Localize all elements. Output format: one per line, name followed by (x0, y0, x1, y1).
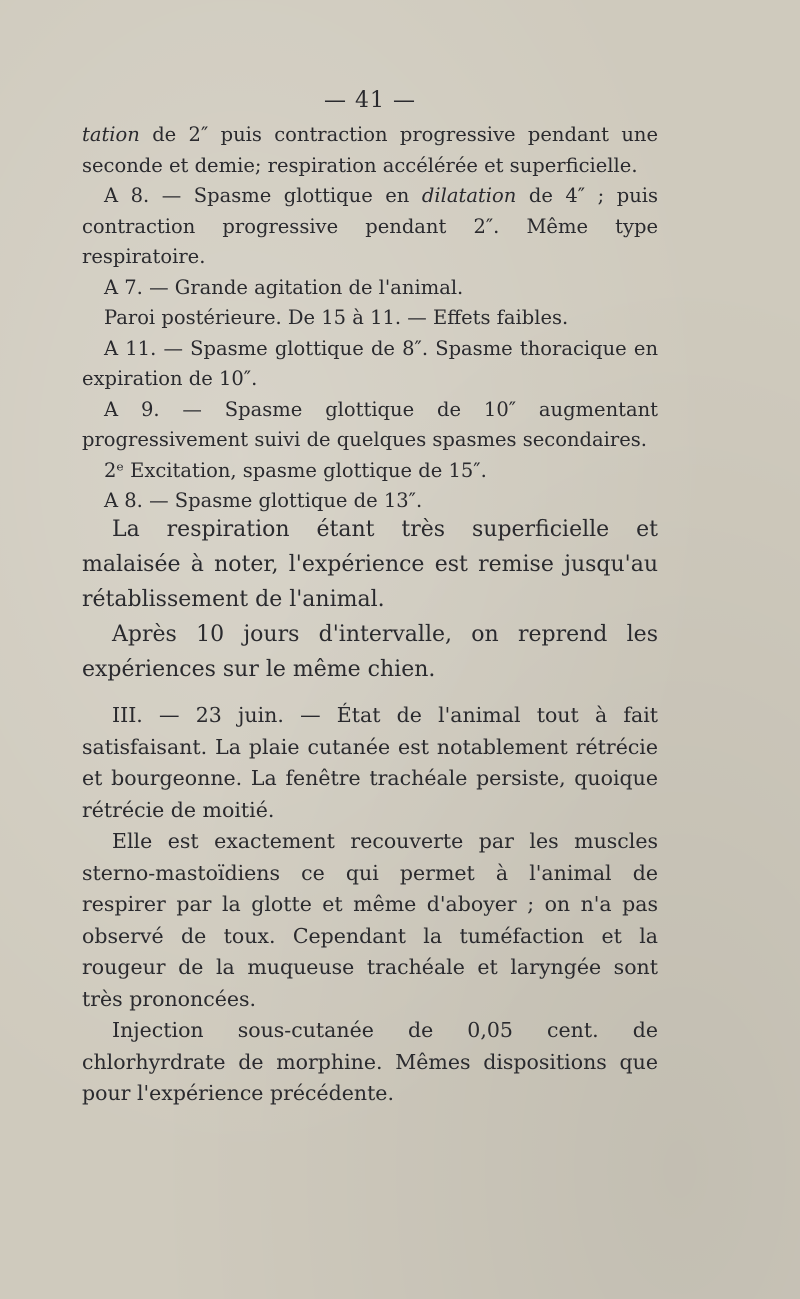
italic-word: dilatation (421, 184, 517, 207)
paragraph-a11: A 11. — Spasme glottique de 8″. Spasme thoracique en expiration de 10″. (82, 336, 658, 390)
paragraph-a7: A 7. — Grande agitation de l'animal. (104, 275, 464, 299)
paragraph-excitation: 2ᵉ Excitation, spasme glottique de 15″. (104, 458, 487, 482)
italic-word: tation (82, 123, 140, 146)
paragraph-continuation (82, 120, 658, 181)
paragraph-injection: Injection sous-cutanée de 0,05 cent. de chlorhyrdrate de morphine. Mêmes dispositions que pour l'expérience précédente. (82, 1018, 658, 1105)
paragraph-intervalle: Après 10 jours d'intervalle, on reprend les expériences sur le même chien. (82, 622, 658, 682)
paragraph-a8-final: A 8. — Spasme glottique de 13″. (104, 489, 423, 512)
paragraph-a8-dilatation (82, 181, 658, 273)
paragraph-respiration: La respiration étant très superficielle et malaisée à noter, l'expérience est remise jusqu'au rétablissement de l'animal. (82, 517, 658, 612)
paragraph-text: A 8. — Spasme glottique en (104, 184, 422, 207)
paragraph-iii-header: III. — 23 juin. — État de l'animal tout à fait satisfaisant. La plaie cutanée est notablement rétrécie et bourgeonne. La fenêtre trachéale persiste, quoique rétrécie de moitié. (82, 703, 658, 822)
experiment-iii-block (82, 700, 658, 1110)
paragraph-text: de 2″ puis contraction progressive pendant une seconde et demie; respiration accélérée et superficielle. (82, 123, 658, 177)
respiration-note-block (82, 512, 658, 687)
paragraph-text: de 4″ ; puis contraction progressive pendant 2″. Même type respiratoire. (82, 184, 658, 268)
experiment-notes-block (82, 120, 658, 517)
paragraph-muscles: Elle est exactement recouverte par les muscles sterno-mastoïdiens ce qui permet à l'animal de respirer par la glotte et même d'aboyer ; on n'a pas observé de toux. Cependant la tuméfaction et la rougeur de la muqueuse trachéale et laryngée sont très prononcées. (82, 829, 658, 1011)
paragraph-paroi: Paroi postérieure. De 15 à 11. — Effets faibles. (104, 306, 569, 329)
paragraph-a9: A 9. — Spasme glottique de 10″ augmentant progressivement suivi de quelques spasmes secondaires. (82, 397, 658, 451)
page-number: — 41 — (324, 88, 416, 113)
